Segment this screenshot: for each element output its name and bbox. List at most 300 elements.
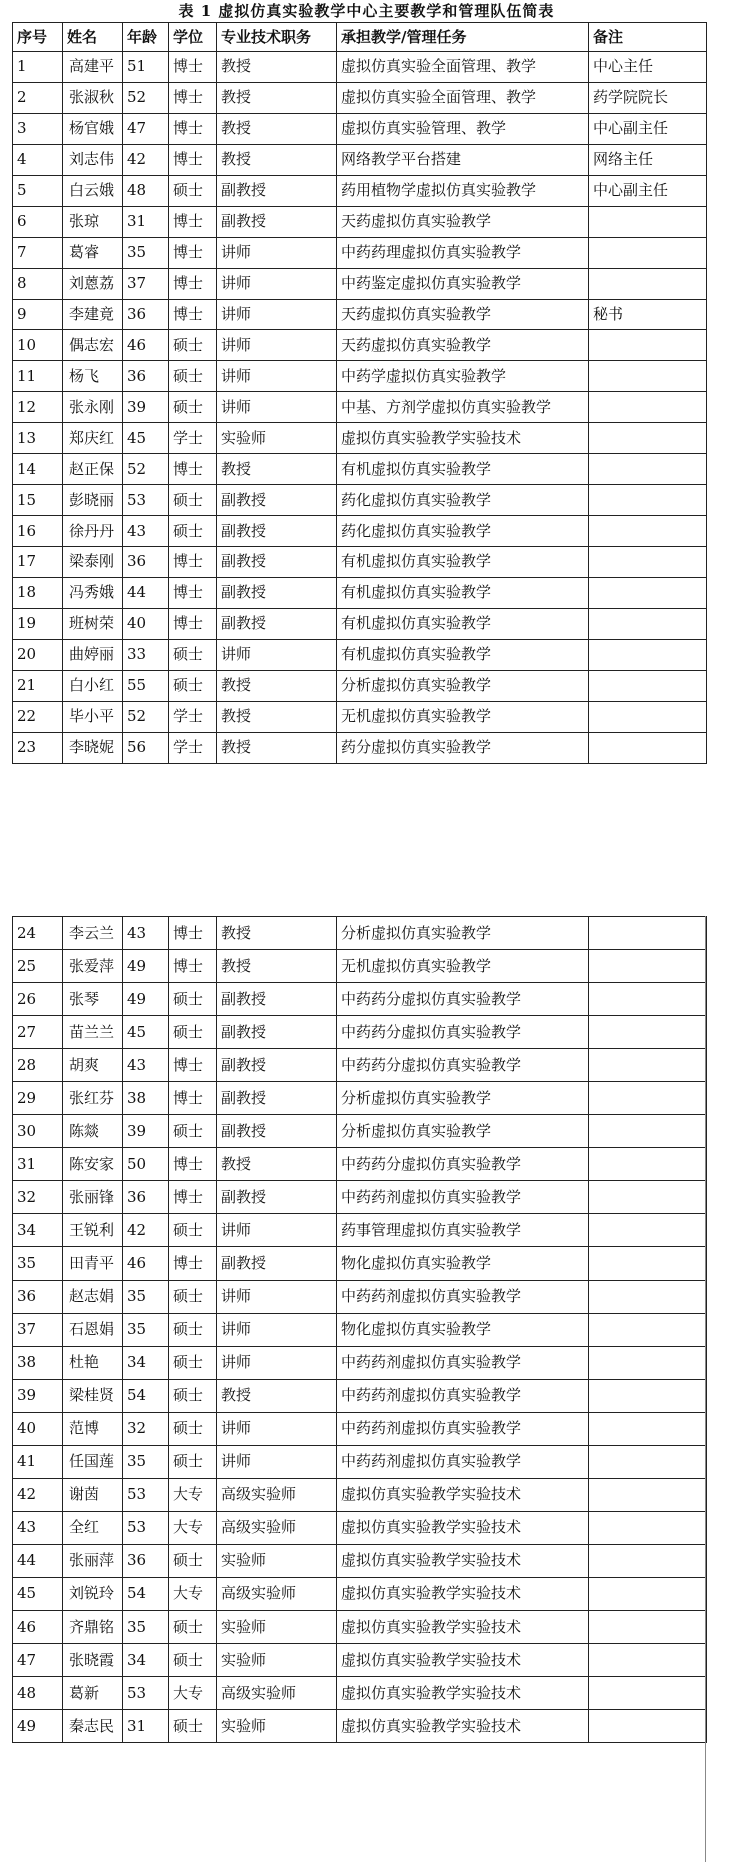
cell-serial-number: 6 <box>13 206 63 237</box>
table-row <box>13 113 707 144</box>
cell-serial-number: 3 <box>13 113 63 144</box>
cell-name: 刘志伟 <box>63 144 123 175</box>
cell-duties: 虚拟仿真实验教学实验技术 <box>337 1644 589 1677</box>
table-row <box>13 1313 707 1346</box>
cell-degree: 博士 <box>169 52 217 83</box>
table-row <box>13 1148 707 1181</box>
cell-duties: 网络教学平台搭建 <box>337 144 589 175</box>
cell-age: 36 <box>123 1544 169 1577</box>
cell-serial-number: 46 <box>13 1610 63 1643</box>
cell-serial-number: 8 <box>13 268 63 299</box>
cell-name: 陈安家 <box>63 1148 123 1181</box>
cell-name: 张丽锋 <box>63 1181 123 1214</box>
cell-professional-title: 副教授 <box>217 175 337 206</box>
cell-age: 42 <box>123 144 169 175</box>
cell-duties: 虚拟仿真实验教学实验技术 <box>337 1677 589 1710</box>
table-row <box>13 1710 707 1743</box>
cell-age: 51 <box>123 52 169 83</box>
cell-serial-number: 12 <box>13 392 63 423</box>
cell-age: 46 <box>123 330 169 361</box>
table-row <box>13 1247 707 1280</box>
cell-serial-number: 37 <box>13 1313 63 1346</box>
cell-degree: 博士 <box>169 1181 217 1214</box>
cell-name: 班树荣 <box>63 608 123 639</box>
cell-name: 胡爽 <box>63 1049 123 1082</box>
cell-duties: 有机虚拟仿真实验教学 <box>337 547 589 578</box>
table-row <box>13 1346 707 1379</box>
cell-name: 陈燚 <box>63 1115 123 1148</box>
cell-age: 43 <box>123 917 169 950</box>
table-row <box>13 1412 707 1445</box>
table-row <box>13 330 707 361</box>
cell-duties: 物化虚拟仿真实验教学 <box>337 1247 589 1280</box>
cell-professional-title: 教授 <box>217 52 337 83</box>
cell-degree: 大专 <box>169 1677 217 1710</box>
cell-name: 张琼 <box>63 206 123 237</box>
cell-duties: 天药虚拟仿真实验教学 <box>337 206 589 237</box>
cell-degree: 大专 <box>169 1478 217 1511</box>
cell-name: 齐鼎铭 <box>63 1610 123 1643</box>
cell-serial-number: 27 <box>13 1016 63 1049</box>
table-row <box>13 423 707 454</box>
cell-remarks <box>589 577 707 608</box>
cell-remarks <box>589 361 707 392</box>
table-row <box>13 454 707 485</box>
cell-serial-number: 26 <box>13 983 63 1016</box>
table-row <box>13 52 707 83</box>
cell-age: 56 <box>123 732 169 763</box>
cell-serial-number: 9 <box>13 299 63 330</box>
cell-degree: 博士 <box>169 1148 217 1181</box>
cell-age: 45 <box>123 1016 169 1049</box>
cell-remarks <box>589 1148 707 1181</box>
cell-age: 36 <box>123 547 169 578</box>
cell-age: 31 <box>123 206 169 237</box>
header-age: 年龄 <box>123 23 169 52</box>
cell-degree: 博士 <box>169 608 217 639</box>
cell-degree: 硕士 <box>169 1016 217 1049</box>
cell-name: 田青平 <box>63 1247 123 1280</box>
cell-serial-number: 28 <box>13 1049 63 1082</box>
table-row <box>13 206 707 237</box>
cell-remarks <box>589 330 707 361</box>
table-row <box>13 392 707 423</box>
cell-remarks <box>589 1710 707 1743</box>
cell-name: 冯秀娥 <box>63 577 123 608</box>
cell-age: 49 <box>123 983 169 1016</box>
table-row <box>13 1544 707 1577</box>
cell-professional-title: 教授 <box>217 917 337 950</box>
cell-name: 苗兰兰 <box>63 1016 123 1049</box>
cell-name: 赵志娟 <box>63 1280 123 1313</box>
cell-professional-title: 讲师 <box>217 361 337 392</box>
cell-name: 全红 <box>63 1511 123 1544</box>
cell-duties: 中药药剂虚拟仿真实验教学 <box>337 1280 589 1313</box>
cell-duties: 中基、方剂学虚拟仿真实验教学 <box>337 392 589 423</box>
cell-name: 张爱萍 <box>63 950 123 983</box>
cell-serial-number: 7 <box>13 237 63 268</box>
cell-remarks <box>589 701 707 732</box>
cell-duties: 中药药剂虚拟仿真实验教学 <box>337 1346 589 1379</box>
cell-remarks: 中心主任 <box>589 52 707 83</box>
cell-duties: 中药药分虚拟仿真实验教学 <box>337 1049 589 1082</box>
cell-professional-title: 讲师 <box>217 268 337 299</box>
cell-professional-title: 高级实验师 <box>217 1677 337 1710</box>
cell-professional-title: 高级实验师 <box>217 1577 337 1610</box>
cell-age: 35 <box>123 1313 169 1346</box>
table-row <box>13 144 707 175</box>
cell-name: 赵正保 <box>63 454 123 485</box>
cell-duties: 中药药剂虚拟仿真实验教学 <box>337 1379 589 1412</box>
cell-degree: 硕士 <box>169 175 217 206</box>
cell-professional-title: 讲师 <box>217 1445 337 1478</box>
cell-name: 张永刚 <box>63 392 123 423</box>
cell-name: 高建平 <box>63 52 123 83</box>
cell-professional-title: 副教授 <box>217 1082 337 1115</box>
cell-degree: 硕士 <box>169 1115 217 1148</box>
cell-professional-title: 教授 <box>217 144 337 175</box>
table-row <box>13 1610 707 1643</box>
cell-serial-number: 35 <box>13 1247 63 1280</box>
table-row <box>13 1478 707 1511</box>
cell-remarks <box>589 547 707 578</box>
cell-degree: 博士 <box>169 1049 217 1082</box>
cell-name: 张晓霞 <box>63 1644 123 1677</box>
cell-name: 任国莲 <box>63 1445 123 1478</box>
cell-degree: 博士 <box>169 237 217 268</box>
cell-remarks <box>589 1313 707 1346</box>
header-professional-title: 专业技术职务 <box>217 23 337 52</box>
cell-serial-number: 32 <box>13 1181 63 1214</box>
cell-duties: 药事管理虚拟仿真实验教学 <box>337 1214 589 1247</box>
cell-degree: 学士 <box>169 701 217 732</box>
header-duties: 承担教学/管理任务 <box>337 23 589 52</box>
cell-professional-title: 实验师 <box>217 423 337 454</box>
cell-duties: 物化虚拟仿真实验教学 <box>337 1313 589 1346</box>
cell-professional-title: 教授 <box>217 454 337 485</box>
cell-duties: 有机虚拟仿真实验教学 <box>337 577 589 608</box>
cell-degree: 学士 <box>169 732 217 763</box>
cell-duties: 虚拟仿真实验教学实验技术 <box>337 423 589 454</box>
table-row <box>13 983 707 1016</box>
table-row <box>13 1016 707 1049</box>
cell-age: 32 <box>123 1412 169 1445</box>
cell-name: 郑庆红 <box>63 423 123 454</box>
cell-age: 36 <box>123 361 169 392</box>
cell-age: 33 <box>123 639 169 670</box>
cell-professional-title: 副教授 <box>217 1016 337 1049</box>
cell-degree: 硕士 <box>169 361 217 392</box>
cell-age: 53 <box>123 1511 169 1544</box>
cell-serial-number: 15 <box>13 485 63 516</box>
cell-serial-number: 30 <box>13 1115 63 1148</box>
cell-degree: 硕士 <box>169 1280 217 1313</box>
cell-remarks: 秘书 <box>589 299 707 330</box>
cell-age: 53 <box>123 1677 169 1710</box>
cell-name: 葛新 <box>63 1677 123 1710</box>
cell-serial-number: 47 <box>13 1644 63 1677</box>
header-degree: 学位 <box>169 23 217 52</box>
cell-remarks <box>589 639 707 670</box>
table-row <box>13 701 707 732</box>
cell-degree: 博士 <box>169 206 217 237</box>
cell-degree: 博士 <box>169 144 217 175</box>
cell-serial-number: 20 <box>13 639 63 670</box>
cell-duties: 分析虚拟仿真实验教学 <box>337 1082 589 1115</box>
cell-professional-title: 副教授 <box>217 577 337 608</box>
table-row <box>13 1280 707 1313</box>
cell-duties: 中药药理虚拟仿真实验教学 <box>337 237 589 268</box>
cell-age: 38 <box>123 1082 169 1115</box>
cell-duties: 天药虚拟仿真实验教学 <box>337 299 589 330</box>
cell-age: 34 <box>123 1346 169 1379</box>
cell-duties: 中药药分虚拟仿真实验教学 <box>337 1148 589 1181</box>
cell-age: 43 <box>123 516 169 547</box>
cell-duties: 中药药分虚拟仿真实验教学 <box>337 1016 589 1049</box>
cell-degree: 硕士 <box>169 485 217 516</box>
cell-name: 李云兰 <box>63 917 123 950</box>
cell-remarks <box>589 1379 707 1412</box>
cell-degree: 大专 <box>169 1511 217 1544</box>
cell-age: 39 <box>123 392 169 423</box>
cell-serial-number: 25 <box>13 950 63 983</box>
cell-age: 36 <box>123 1181 169 1214</box>
cell-remarks <box>589 608 707 639</box>
cell-serial-number: 16 <box>13 516 63 547</box>
table-row <box>13 577 707 608</box>
cell-degree: 硕士 <box>169 516 217 547</box>
cell-degree: 博士 <box>169 950 217 983</box>
cell-age: 55 <box>123 670 169 701</box>
cell-duties: 中药药剂虚拟仿真实验教学 <box>337 1181 589 1214</box>
table-row <box>13 82 707 113</box>
cell-serial-number: 4 <box>13 144 63 175</box>
cell-professional-title: 教授 <box>217 732 337 763</box>
cell-remarks <box>589 1214 707 1247</box>
cell-remarks <box>589 1049 707 1082</box>
cell-age: 39 <box>123 1115 169 1148</box>
cell-name: 杨飞 <box>63 361 123 392</box>
cell-name: 张红芬 <box>63 1082 123 1115</box>
cell-degree: 博士 <box>169 577 217 608</box>
cell-duties: 分析虚拟仿真实验教学 <box>337 670 589 701</box>
cell-professional-title: 副教授 <box>217 1247 337 1280</box>
cell-age: 35 <box>123 1610 169 1643</box>
cell-name: 梁泰刚 <box>63 547 123 578</box>
cell-name: 张丽萍 <box>63 1544 123 1577</box>
cell-name: 刘蒽荔 <box>63 268 123 299</box>
staff-table-page-2 <box>12 916 707 1743</box>
cell-remarks <box>589 485 707 516</box>
cell-remarks <box>589 1280 707 1313</box>
cell-professional-title: 实验师 <box>217 1544 337 1577</box>
page-edge-divider <box>705 916 706 1862</box>
cell-serial-number: 45 <box>13 1577 63 1610</box>
cell-professional-title: 副教授 <box>217 1049 337 1082</box>
cell-professional-title: 教授 <box>217 82 337 113</box>
cell-duties: 药化虚拟仿真实验教学 <box>337 516 589 547</box>
cell-degree: 硕士 <box>169 1214 217 1247</box>
cell-professional-title: 副教授 <box>217 485 337 516</box>
cell-name: 王锐利 <box>63 1214 123 1247</box>
cell-name: 梁桂贤 <box>63 1379 123 1412</box>
cell-name: 谢茵 <box>63 1478 123 1511</box>
cell-remarks <box>589 1677 707 1710</box>
cell-serial-number: 18 <box>13 577 63 608</box>
table-row <box>13 639 707 670</box>
cell-degree: 博士 <box>169 299 217 330</box>
cell-degree: 博士 <box>169 547 217 578</box>
cell-serial-number: 10 <box>13 330 63 361</box>
cell-professional-title: 讲师 <box>217 1214 337 1247</box>
cell-serial-number: 38 <box>13 1346 63 1379</box>
cell-name: 李晓妮 <box>63 732 123 763</box>
cell-professional-title: 讲师 <box>217 299 337 330</box>
cell-name: 石恩娟 <box>63 1313 123 1346</box>
cell-age: 40 <box>123 608 169 639</box>
table-row <box>13 950 707 983</box>
cell-degree: 硕士 <box>169 1412 217 1445</box>
cell-serial-number: 5 <box>13 175 63 206</box>
cell-professional-title: 副教授 <box>217 547 337 578</box>
cell-name: 张淑秋 <box>63 82 123 113</box>
cell-duties: 有机虚拟仿真实验教学 <box>337 454 589 485</box>
cell-remarks <box>589 1644 707 1677</box>
cell-professional-title: 实验师 <box>217 1644 337 1677</box>
cell-duties: 虚拟仿真实验教学实验技术 <box>337 1544 589 1577</box>
cell-professional-title: 讲师 <box>217 639 337 670</box>
cell-remarks <box>589 1247 707 1280</box>
cell-serial-number: 36 <box>13 1280 63 1313</box>
cell-remarks: 药学院院长 <box>589 82 707 113</box>
cell-degree: 硕士 <box>169 1313 217 1346</box>
table-row <box>13 175 707 206</box>
cell-age: 42 <box>123 1214 169 1247</box>
cell-degree: 硕士 <box>169 1610 217 1643</box>
cell-degree: 硕士 <box>169 1544 217 1577</box>
table-body-page-1 <box>13 52 707 764</box>
cell-duties: 虚拟仿真实验全面管理、教学 <box>337 82 589 113</box>
cell-serial-number: 41 <box>13 1445 63 1478</box>
cell-professional-title: 教授 <box>217 950 337 983</box>
table-row <box>13 1577 707 1610</box>
cell-duties: 分析虚拟仿真实验教学 <box>337 1115 589 1148</box>
cell-age: 45 <box>123 423 169 454</box>
cell-remarks <box>589 1346 707 1379</box>
cell-professional-title: 副教授 <box>217 516 337 547</box>
cell-remarks <box>589 1511 707 1544</box>
cell-age: 31 <box>123 1710 169 1743</box>
cell-remarks: 网络主任 <box>589 144 707 175</box>
cell-duties: 天药虚拟仿真实验教学 <box>337 330 589 361</box>
cell-name: 杜艳 <box>63 1346 123 1379</box>
cell-degree: 博士 <box>169 1247 217 1280</box>
table-row <box>13 732 707 763</box>
cell-remarks <box>589 1115 707 1148</box>
cell-age: 52 <box>123 701 169 732</box>
table-row <box>13 917 707 950</box>
table-row <box>13 268 707 299</box>
cell-duties: 药分虚拟仿真实验教学 <box>337 732 589 763</box>
cell-remarks <box>589 423 707 454</box>
cell-age: 54 <box>123 1379 169 1412</box>
cell-remarks <box>589 983 707 1016</box>
cell-age: 43 <box>123 1049 169 1082</box>
cell-remarks <box>589 1577 707 1610</box>
table-row <box>13 547 707 578</box>
cell-degree: 硕士 <box>169 670 217 701</box>
cell-degree: 博士 <box>169 917 217 950</box>
cell-duties: 中药鉴定虚拟仿真实验教学 <box>337 268 589 299</box>
cell-age: 37 <box>123 268 169 299</box>
cell-professional-title: 讲师 <box>217 330 337 361</box>
cell-name: 毕小平 <box>63 701 123 732</box>
cell-serial-number: 29 <box>13 1082 63 1115</box>
cell-remarks <box>589 1016 707 1049</box>
cell-remarks <box>589 392 707 423</box>
table-row <box>13 1379 707 1412</box>
table-title: 表 1 虚拟仿真实验教学中心主要教学和管理队伍简表 <box>178 2 555 20</box>
cell-serial-number: 42 <box>13 1478 63 1511</box>
cell-remarks <box>589 917 707 950</box>
cell-name: 白云娥 <box>63 175 123 206</box>
cell-degree: 大专 <box>169 1577 217 1610</box>
cell-serial-number: 1 <box>13 52 63 83</box>
cell-degree: 硕士 <box>169 639 217 670</box>
cell-serial-number: 40 <box>13 1412 63 1445</box>
cell-remarks <box>589 237 707 268</box>
cell-serial-number: 17 <box>13 547 63 578</box>
cell-duties: 有机虚拟仿真实验教学 <box>337 608 589 639</box>
cell-remarks <box>589 454 707 485</box>
header-remarks: 备注 <box>589 23 707 52</box>
cell-serial-number: 48 <box>13 1677 63 1710</box>
cell-serial-number: 24 <box>13 917 63 950</box>
cell-professional-title: 副教授 <box>217 206 337 237</box>
cell-duties: 药用植物学虚拟仿真实验教学 <box>337 175 589 206</box>
cell-professional-title: 讲师 <box>217 1412 337 1445</box>
table-row <box>13 299 707 330</box>
cell-age: 35 <box>123 1445 169 1478</box>
table-row <box>13 1511 707 1544</box>
table-row <box>13 485 707 516</box>
table-row <box>13 1644 707 1677</box>
cell-remarks <box>589 732 707 763</box>
cell-duties: 中药药剂虚拟仿真实验教学 <box>337 1445 589 1478</box>
cell-serial-number: 39 <box>13 1379 63 1412</box>
cell-name: 白小红 <box>63 670 123 701</box>
cell-duties: 虚拟仿真实验全面管理、教学 <box>337 52 589 83</box>
cell-serial-number: 13 <box>13 423 63 454</box>
cell-duties: 虚拟仿真实验教学实验技术 <box>337 1511 589 1544</box>
cell-duties: 虚拟仿真实验教学实验技术 <box>337 1610 589 1643</box>
cell-name: 范博 <box>63 1412 123 1445</box>
cell-degree: 博士 <box>169 1082 217 1115</box>
cell-remarks <box>589 1544 707 1577</box>
cell-serial-number: 21 <box>13 670 63 701</box>
cell-name: 葛睿 <box>63 237 123 268</box>
table-row <box>13 516 707 547</box>
cell-age: 54 <box>123 1577 169 1610</box>
header-serial-number: 序号 <box>13 23 63 52</box>
cell-name: 李建竟 <box>63 299 123 330</box>
cell-degree: 学士 <box>169 423 217 454</box>
cell-serial-number: 44 <box>13 1544 63 1577</box>
cell-remarks <box>589 206 707 237</box>
cell-remarks <box>589 1478 707 1511</box>
cell-duties: 有机虚拟仿真实验教学 <box>337 639 589 670</box>
table-row <box>13 608 707 639</box>
